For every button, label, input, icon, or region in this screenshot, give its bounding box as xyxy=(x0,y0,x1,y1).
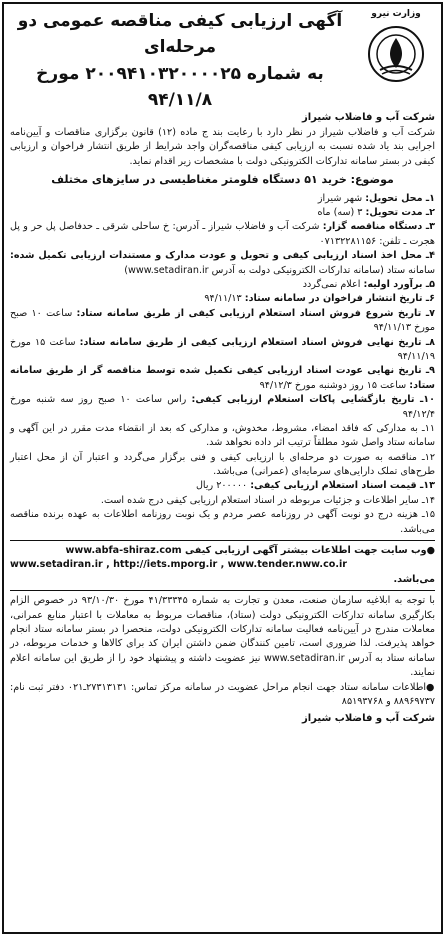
item-label: ۱۳ـ قیمت اسناد استعلام ارزیابی کیفی: xyxy=(250,480,435,492)
item-text: سامانه ستاد (سامانه تدارکات الکترونیکی دولت به آدرس www.setadiran.ir) xyxy=(124,264,435,276)
bullet-icon: ● xyxy=(426,681,436,693)
item-text: اعلام نمی‌گردد xyxy=(302,279,364,291)
item-text: ۹۴/۱۱/۱۳ xyxy=(204,293,245,305)
list-item xyxy=(10,393,435,422)
list-item xyxy=(10,479,435,493)
website-links[interactable]: www.setadiran.ir , http://iets.mporg.ir , www.tender.nww.co.ir xyxy=(10,559,348,571)
item-text: ۱۲ـ مناقصه به صورت دو مرحله‌ای با ارزیابی کیفی و فنی برگزار می‌گردد و اعتبار آن از محل اعتبار طرح‌های تملک دارایی‌های سرمایه‌ای (عمرانی) می‌باشد. xyxy=(10,451,435,478)
item-label: ۳ـ دستگاه مناقصه گزار: xyxy=(322,221,435,233)
list-item xyxy=(10,249,435,278)
item-text: شرکت آب و فاضلاب شیراز ـ آدرس: خ ساحلی شرقی ـ حدفاصل پل حر و پل هجرت ـ تلفن: ۰۷۱۳۲۲۸۱۱۵۶ xyxy=(10,221,435,247)
item-text: ۱۱ـ به مدارکی که فاقد امضاء، مشروط، مخدوش، و مدارکی که بعد از انقضاء مدت مقرر در این آگهی و سامانه ستاد واصل شود مطلقاً ترتیب اثر داده نخواهد شد. xyxy=(10,422,435,449)
separator xyxy=(10,590,435,591)
separator xyxy=(10,540,435,541)
list-item xyxy=(10,336,435,365)
list-item xyxy=(10,307,435,336)
ministry-emblem-icon xyxy=(366,24,426,84)
websites-intro: وب سایت جهت اطلاعات بیشتر آگهی ارزیابی کیفی xyxy=(185,545,427,557)
websites-end: می‌باشد. xyxy=(393,573,435,585)
item-label: ۷ـ تاریخ شروع فروش اسناد استعلام ارزیابی کیفی از طریق سامانه ستاد: xyxy=(76,307,435,319)
item-text: ۱۵ـ هزینه درج دو نوبت آگهی در روزنامه عصر مردم و یک نوبت روزنامه اطلاعات به عهده برنده مناقصه می‌باشد. xyxy=(10,509,435,535)
company-name: شرکت آب و فاضلاب شیراز xyxy=(301,112,435,123)
notice-paragraph: با توجه به ابلاغیه سازمان صنعت، معدن و تجارت به شماره ۴۱/۳۳۳۴۵ مورخ ۹۳/۱۰/۳۰ در خصوص الزام بکارگیری سامانه تدارکات الکترونیکی دولت (ستاد)، مناقصات مربوط به معاملات با اعتبار منابع عمرانی، معاملات مندرج در آیین‌نامه فعالیت سامانه تدارکات الکترونیکی دولت، منحصرا در بستر سامانه ستاد انجام خواهد پذیرفت. لذا ضروری است، تامین کنندگان ضمن داشتن ایران کد برای کالاها و خدمات مربوطه، در سامانه ستاد به آدرس www.setadiran.ir نیز عضویت داشته و پیشنهاد خود را از طریق این سامانه اعلام نمایند. xyxy=(10,595,435,679)
title-line-2: به شماره ۲۰۰۹۴۱۰۳۲۰۰۰۰۲۵ مورخ ۹۴/۱۱/۸ xyxy=(36,63,324,111)
list-item xyxy=(10,451,435,480)
item-text: ساعت ۱۰ صبح مورخ ۹۴/۱۱/۱۳ xyxy=(10,307,435,334)
list-item xyxy=(10,292,435,306)
item-text: ساعت ۱۵ روز دوشنبه مورخ ۹۴/۱۲/۳ xyxy=(259,379,410,391)
footer-company: شرکت آب و فاضلاب شیراز xyxy=(301,713,435,725)
item-label: ۹ـ تاریخ نهایی عودت اسناد ارزیابی کیفی تکمیل شده توسط مناقصه گر از طریق سامانه ستاد: xyxy=(10,365,435,391)
item-label: ۴ـ محل اخذ اسناد ارزیابی کیفی و تحویل و عودت مدارک و مستندات ارزیابی تکمیل شده: xyxy=(10,250,435,262)
ad-header xyxy=(10,8,435,111)
item-label: ۱۰ـ تاریخ بازگشایی پاکات استعلام ارزیابی کیفی: xyxy=(191,394,436,406)
list-item xyxy=(10,364,435,393)
item-label: ۵ـ برآورد اولیه: xyxy=(363,279,435,291)
item-label: ۲ـ مدت تحویل: xyxy=(365,207,435,219)
item-label: ۸ـ تاریخ نهایی فروش اسناد استعلام ارزیابی کیفی از طریق سامانه ستاد: xyxy=(79,336,435,348)
item-text: ساعت ۱۵ مورخ ۹۴/۱۱/۱۹ xyxy=(10,336,435,362)
ministry-logo xyxy=(357,8,435,84)
items-list xyxy=(10,192,435,537)
list-item xyxy=(10,508,435,537)
ad-title xyxy=(10,8,350,113)
item-text: ۲۰۰۰۰۰ ریال xyxy=(195,480,251,492)
title-line-1: آگهی ارزیابی کیفی مناقصه عمومی دو مرحله‌ای xyxy=(17,11,343,58)
intro-paragraph: شرکت آب و فاضلاب شیراز در نظر دارد با رعایت بند ج ماده (۱۲) قانون برگزاری مناقصات و آیین‌نامه اجرایی بند یاد شده نسبت به ارزیابی کیفی مناقصه‌گران واجد شرایط از طریق انتشار فراخوان و ارزیابی کیفی در بستر سامانه تدارکات الکترونیکی دولت با مشخصات زیر اقدام نماید. xyxy=(10,127,435,167)
list-item xyxy=(10,494,435,508)
list-item xyxy=(10,422,435,451)
websites-block xyxy=(10,544,435,587)
ad-subject: موضوع: خرید ۵۱ دستگاه فلومتر مغناطیسی در سایزهای مختلف xyxy=(51,173,394,187)
item-label: ۱ـ محل تحویل: xyxy=(365,192,435,204)
bullet-icon: ● xyxy=(426,545,435,557)
item-text: راس ساعت ۱۰ صبح روز سه شنبه مورخ ۹۴/۱۲/۴ xyxy=(10,394,435,420)
contact-text: اطلاعات سامانه ستاد جهت انجام مراحل عضویت در سامانه مرکز تماس: ۲۷۳۱۳۱۳۱ـ۰۲۱ دفتر ثبت نام: ۸۸۹۶۹۷۳۷ و ۸۵۱۹۳۷۶۸ xyxy=(10,681,435,707)
item-text: شهر شیراز xyxy=(317,192,366,204)
ministry-name: وزارت نیرو xyxy=(371,9,421,19)
item-text: ۳ (سه) ماه xyxy=(317,207,366,219)
list-item xyxy=(10,278,435,292)
list-item xyxy=(10,192,435,206)
contact-paragraph xyxy=(10,681,435,710)
list-item xyxy=(10,206,435,220)
ad-page xyxy=(2,2,443,934)
list-item xyxy=(10,220,435,249)
website-link-abfa[interactable]: www.abfa-shiraz.com xyxy=(65,545,182,557)
item-label: ۶ـ تاریخ انتشار فراخوان در سامانه ستاد: xyxy=(244,293,435,305)
item-text: ۱۴ـ سایر اطلاعات و جزئیات مربوطه در اسناد استعلام ارزیابی کیفی درج شده است. xyxy=(100,494,435,506)
